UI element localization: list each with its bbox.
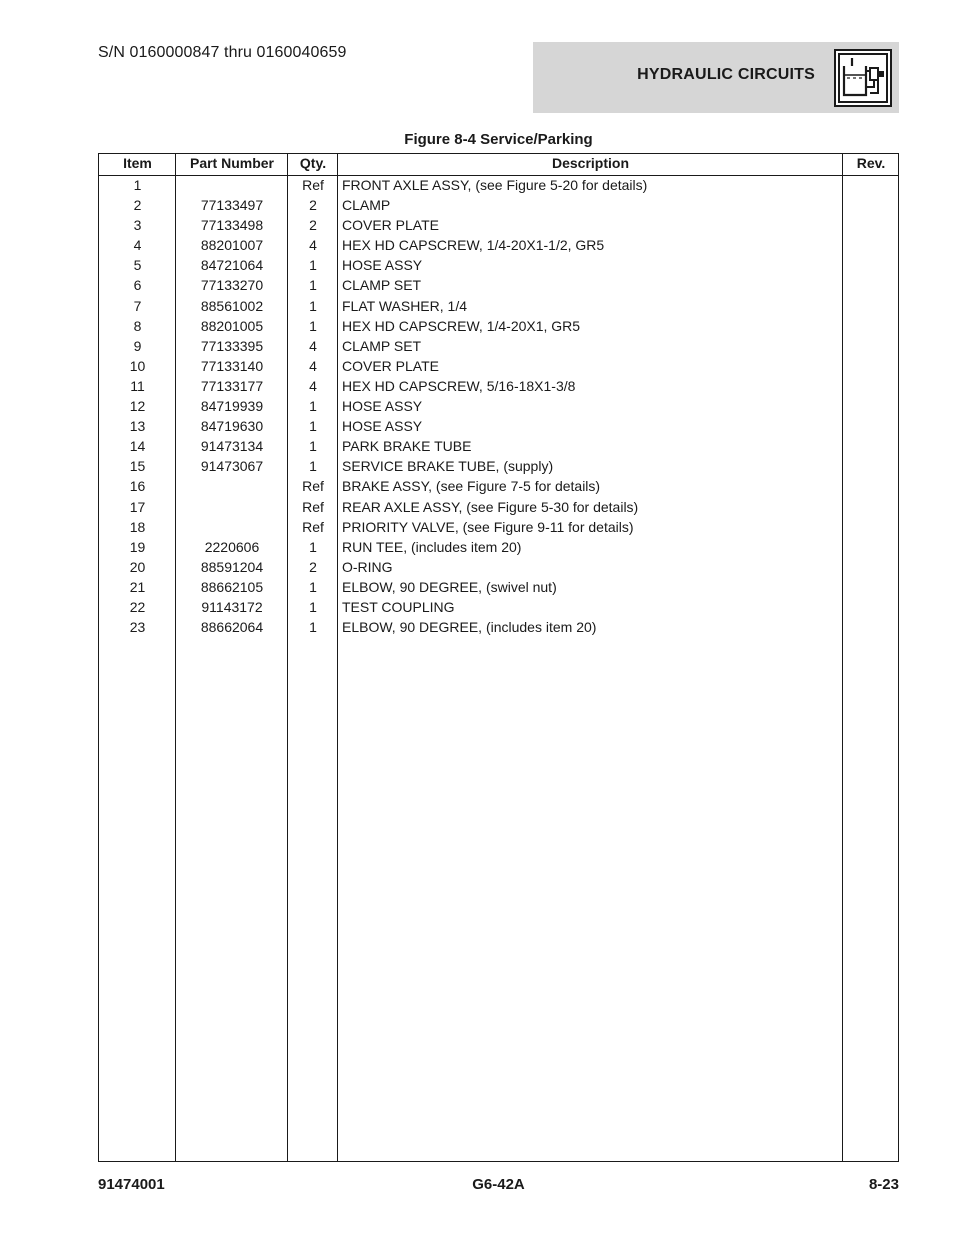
description-cell: TEST COUPLING bbox=[342, 598, 455, 615]
item-number-cell: 12 bbox=[129, 398, 146, 415]
table-row bbox=[99, 476, 898, 496]
part-number-cell: 77133395 bbox=[200, 337, 264, 354]
quantity-cell: Ref bbox=[302, 478, 324, 495]
revision-cell bbox=[843, 336, 899, 356]
document-number: 91474001 bbox=[98, 1176, 165, 1193]
quantity-cell: 2 bbox=[309, 558, 317, 575]
part-number-cell: 88201005 bbox=[200, 317, 264, 334]
part-number-cell: 88561002 bbox=[200, 297, 264, 314]
part-number-cell: 91473134 bbox=[200, 438, 264, 455]
item-number-cell: 1 bbox=[133, 177, 142, 193]
table-row bbox=[99, 617, 898, 637]
model-number: G6-42A bbox=[472, 1176, 525, 1193]
description-cell: HOSE ASSY bbox=[342, 418, 423, 435]
item-number-cell: 21 bbox=[129, 578, 146, 595]
table-row bbox=[99, 456, 898, 476]
quantity-cell: 1 bbox=[309, 538, 317, 555]
part-number-cell: 88662105 bbox=[200, 578, 264, 595]
item-number-cell: 11 bbox=[130, 377, 145, 394]
table-row bbox=[99, 497, 898, 517]
quantity-cell: 1 bbox=[309, 418, 317, 435]
table-row bbox=[99, 316, 898, 336]
part-number-cell: 77133140 bbox=[200, 357, 264, 374]
parts-table bbox=[98, 153, 899, 1162]
item-number-cell: 10 bbox=[129, 357, 146, 374]
quantity-cell: 1 bbox=[309, 458, 317, 475]
part-number-cell bbox=[176, 517, 288, 537]
quantity-cell: Ref bbox=[302, 518, 324, 535]
quantity-cell: 1 bbox=[309, 578, 317, 595]
part-number-cell bbox=[176, 497, 288, 517]
table-row bbox=[99, 597, 898, 617]
quantity-cell: 1 bbox=[309, 398, 317, 415]
part-number-cell: 77133497 bbox=[200, 197, 264, 214]
item-number-cell: 14 bbox=[129, 438, 146, 455]
revision-cell bbox=[843, 497, 899, 517]
hydraulic-reservoir-icon bbox=[834, 49, 892, 107]
part-number-cell: 91143172 bbox=[201, 598, 263, 615]
table-row bbox=[99, 215, 898, 235]
part-number-cell bbox=[176, 175, 288, 195]
part-number-cell: 2220606 bbox=[204, 538, 260, 555]
quantity-cell: 1 bbox=[309, 438, 317, 455]
item-number-cell: 13 bbox=[129, 418, 146, 435]
part-number-cell: 88662064 bbox=[200, 619, 264, 636]
quantity-cell: 4 bbox=[309, 377, 317, 394]
quantity-cell: 1 bbox=[309, 619, 317, 636]
part-number-cell: 84721064 bbox=[200, 257, 264, 274]
revision-cell bbox=[843, 356, 899, 376]
item-number-cell: 5 bbox=[133, 257, 142, 274]
table-row bbox=[99, 537, 898, 557]
revision-cell bbox=[843, 436, 899, 456]
table-header bbox=[99, 154, 898, 176]
table-row bbox=[99, 255, 898, 275]
revision-cell bbox=[843, 376, 899, 396]
item-number-cell: 16 bbox=[129, 478, 146, 495]
item-number-cell: 18 bbox=[129, 518, 146, 535]
part-number-cell: 77133270 bbox=[200, 277, 264, 294]
revision-cell bbox=[843, 175, 899, 195]
quantity-cell: 2 bbox=[309, 197, 317, 214]
revision-cell bbox=[843, 456, 899, 476]
page-number: 8-23 bbox=[868, 1176, 899, 1193]
revision-cell bbox=[843, 255, 899, 275]
item-number-cell: 23 bbox=[129, 619, 146, 636]
quantity-cell: 1 bbox=[309, 277, 317, 294]
part-number-cell bbox=[176, 476, 288, 496]
description-cell: O-RING bbox=[342, 558, 393, 575]
description-cell: HOSE ASSY bbox=[342, 257, 423, 274]
part-number-cell: 84719939 bbox=[200, 398, 264, 415]
description-cell: SERVICE BRAKE TUBE, (supply) bbox=[342, 458, 554, 475]
table-row bbox=[99, 275, 898, 295]
table-row bbox=[99, 296, 898, 316]
item-number-cell: 8 bbox=[133, 317, 142, 334]
description-cell: PRIORITY VALVE, (see Figure 9-11 for details) bbox=[342, 518, 634, 535]
column-header-qty: Qty. bbox=[299, 155, 327, 171]
revision-cell bbox=[843, 476, 899, 496]
table-row bbox=[99, 356, 898, 376]
item-number-cell: 4 bbox=[133, 237, 142, 254]
description-cell: REAR AXLE ASSY, (see Figure 5-30 for details) bbox=[342, 498, 639, 515]
description-cell: HOSE ASSY bbox=[342, 398, 423, 415]
column-header-description: Description bbox=[551, 155, 629, 171]
revision-cell bbox=[843, 316, 899, 336]
quantity-cell: 4 bbox=[309, 357, 317, 374]
revision-cell bbox=[843, 416, 899, 436]
table-row bbox=[99, 195, 898, 215]
quantity-cell: 1 bbox=[309, 297, 317, 314]
table-row bbox=[99, 376, 898, 396]
part-number-cell: 91473067 bbox=[200, 458, 264, 475]
revision-cell bbox=[843, 396, 899, 416]
figure-title: Figure 8-4 Service/Parking bbox=[404, 131, 593, 148]
revision-cell bbox=[843, 577, 899, 597]
table-body bbox=[99, 175, 898, 637]
description-cell: HEX HD CAPSCREW, 5/16-18X1-3/8 bbox=[342, 377, 576, 394]
item-number-cell: 6 bbox=[133, 277, 142, 294]
description-cell: BRAKE ASSY, (see Figure 7-5 for details) bbox=[342, 478, 601, 495]
item-number-cell: 3 bbox=[133, 217, 142, 234]
description-cell: HEX HD CAPSCREW, 1/4-20X1, GR5 bbox=[342, 317, 581, 334]
item-number-cell: 7 bbox=[133, 297, 142, 314]
table-row bbox=[99, 436, 898, 456]
item-number-cell: 19 bbox=[129, 538, 146, 555]
revision-cell bbox=[843, 557, 899, 577]
quantity-cell: 2 bbox=[309, 217, 317, 234]
description-cell: FRONT AXLE ASSY, (see Figure 5-20 for details) bbox=[342, 177, 648, 193]
revision-cell bbox=[843, 517, 899, 537]
description-cell: CLAMP SET bbox=[342, 277, 422, 294]
quantity-cell: 1 bbox=[309, 257, 317, 274]
revision-cell bbox=[843, 597, 899, 617]
quantity-cell: 1 bbox=[309, 598, 317, 615]
description-cell: ELBOW, 90 DEGREE, (includes item 20) bbox=[342, 619, 597, 636]
part-number-cell: 77133498 bbox=[200, 217, 264, 234]
column-header-rev: Rev. bbox=[856, 155, 886, 171]
quantity-cell: Ref bbox=[302, 177, 324, 193]
table-row bbox=[99, 336, 898, 356]
column-header-item: Item bbox=[123, 155, 152, 171]
item-number-cell: 20 bbox=[129, 558, 146, 575]
description-cell: CLAMP bbox=[342, 197, 391, 214]
part-number-cell: 84719630 bbox=[200, 418, 264, 435]
section-title: HYDRAULIC CIRCUITS bbox=[637, 66, 815, 83]
item-number-cell: 9 bbox=[133, 337, 142, 354]
table-row bbox=[99, 175, 898, 195]
item-number-cell: 2 bbox=[133, 197, 142, 214]
serial-number-range: S/N 0160000847 thru 0160040659 bbox=[98, 44, 347, 61]
revision-cell bbox=[843, 235, 899, 255]
column-header-part-number: Part Number bbox=[189, 155, 275, 171]
item-number-cell: 15 bbox=[129, 458, 146, 475]
description-cell: CLAMP SET bbox=[342, 337, 422, 354]
quantity-cell: 4 bbox=[309, 237, 317, 254]
description-cell: PARK BRAKE TUBE bbox=[342, 438, 472, 455]
part-number-cell: 77133177 bbox=[200, 377, 264, 394]
description-cell: ELBOW, 90 DEGREE, (swivel nut) bbox=[342, 578, 557, 595]
revision-cell bbox=[843, 537, 899, 557]
item-number-cell: 17 bbox=[129, 498, 146, 515]
description-cell: RUN TEE, (includes item 20) bbox=[342, 538, 522, 555]
table-row bbox=[99, 517, 898, 537]
description-cell: FLAT WASHER, 1/4 bbox=[342, 297, 467, 314]
table-row bbox=[99, 235, 898, 255]
part-number-cell: 88201007 bbox=[200, 237, 264, 254]
revision-cell bbox=[843, 296, 899, 316]
section-tab bbox=[533, 42, 899, 113]
revision-cell bbox=[843, 195, 899, 215]
description-cell: HEX HD CAPSCREW, 1/4-20X1-1/2, GR5 bbox=[342, 237, 605, 254]
table-row bbox=[99, 416, 898, 436]
description-cell: COVER PLATE bbox=[342, 217, 439, 234]
revision-cell bbox=[843, 215, 899, 235]
part-number-cell: 88591204 bbox=[200, 558, 264, 575]
quantity-cell: 1 bbox=[309, 317, 317, 334]
description-cell: COVER PLATE bbox=[342, 357, 439, 374]
revision-cell bbox=[843, 617, 899, 637]
quantity-cell: Ref bbox=[302, 498, 324, 515]
item-number-cell: 22 bbox=[129, 598, 146, 615]
table-row bbox=[99, 577, 898, 597]
quantity-cell: 4 bbox=[309, 337, 317, 354]
revision-cell bbox=[843, 275, 899, 295]
table-row bbox=[99, 557, 898, 577]
table-row bbox=[99, 396, 898, 416]
